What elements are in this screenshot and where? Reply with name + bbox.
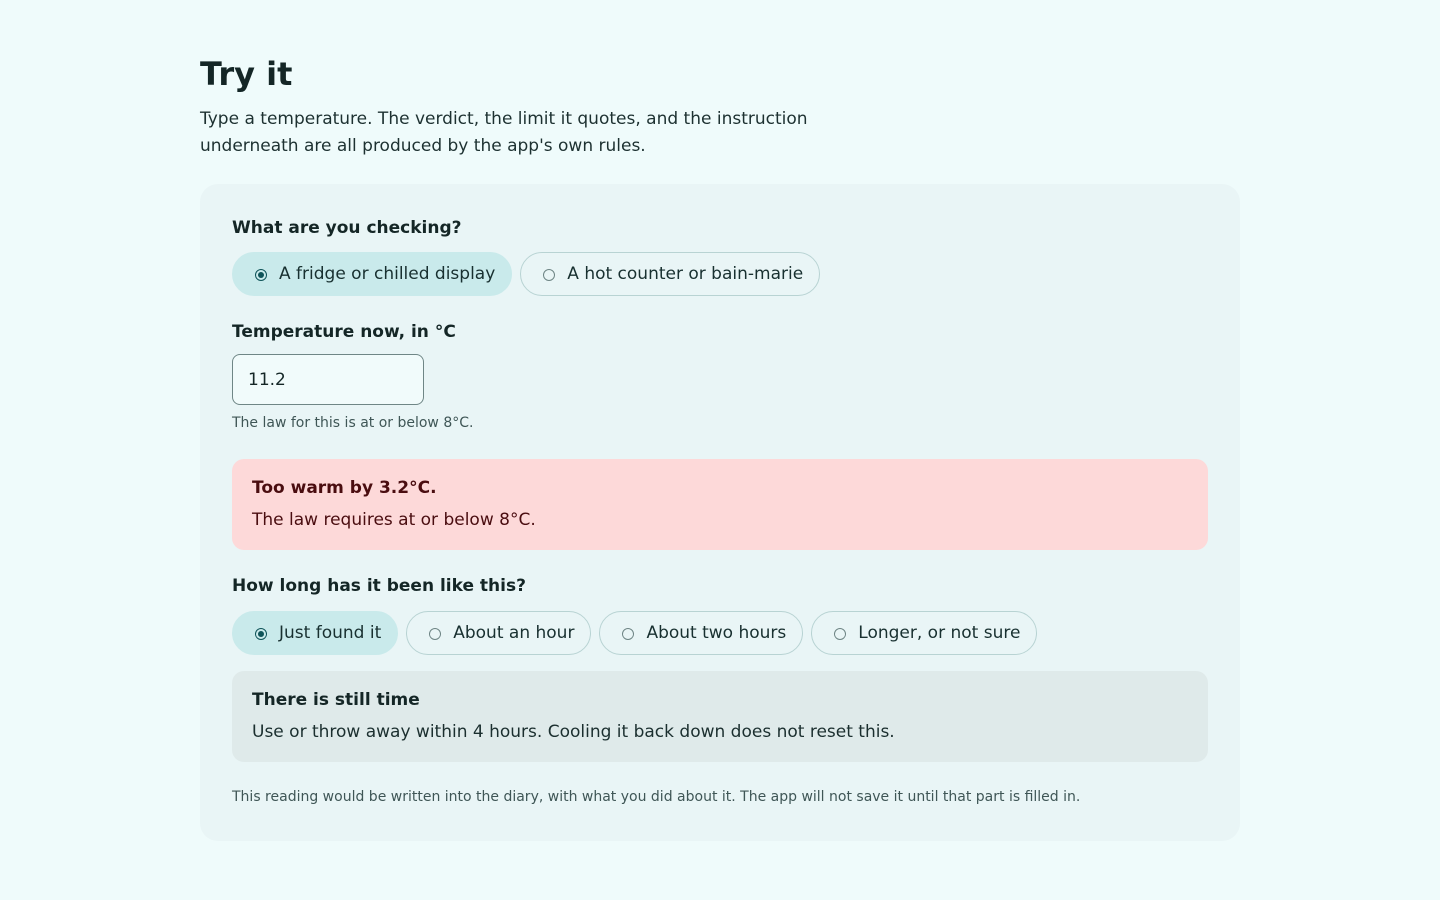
option-about-an-hour[interactable] — [406, 611, 591, 655]
radio-icon — [834, 628, 846, 640]
radio-icon — [429, 628, 441, 640]
duration-question-label: How long has it been like this? — [232, 576, 526, 596]
option-about-two-hours[interactable] — [599, 611, 803, 655]
verdict-detail: The law requires at or below 8°C. — [252, 510, 536, 530]
instruction-detail: Use or throw away within 4 hours. Cooling it back down does not reset this. — [252, 722, 895, 742]
radio-icon — [622, 628, 634, 640]
temperature-hint: The law for this is at or below 8°C. — [232, 415, 474, 431]
instruction-box — [232, 671, 1208, 762]
option-label: A fridge or chilled display — [279, 264, 496, 284]
verdict-headline: Too warm by 3.2°C. — [252, 478, 437, 498]
option-fridge[interactable] — [232, 252, 512, 296]
radio-selected-icon — [255, 269, 267, 281]
temperature-input[interactable] — [232, 354, 424, 405]
option-label: Just found it — [279, 623, 382, 643]
diary-footnote: This reading would be written into the diary, with what you did about it. The app will not save it until that part is filled in. — [232, 789, 1081, 805]
page-title: Try it — [200, 55, 293, 93]
checking-group — [232, 216, 1208, 296]
option-longer-not-sure[interactable] — [811, 611, 1037, 655]
checker-panel — [200, 184, 1240, 841]
try-it-section — [200, 54, 1240, 805]
temperature-group — [232, 320, 1208, 433]
option-label: Longer, or not sure — [858, 623, 1021, 643]
option-hot-counter[interactable] — [520, 252, 820, 296]
verdict-box — [232, 459, 1208, 550]
instruction-headline: There is still time — [252, 690, 420, 710]
option-label: A hot counter or bain-marie — [567, 264, 804, 284]
duration-options — [232, 611, 1208, 655]
radio-icon — [543, 269, 555, 281]
duration-group — [232, 574, 1208, 655]
option-label: About an hour — [453, 623, 575, 643]
temperature-label: Temperature now, in °C — [232, 322, 456, 342]
radio-selected-icon — [255, 628, 267, 640]
option-label: About two hours — [646, 623, 787, 643]
intro-text: Type a temperature. The verdict, the limit it quotes, and the instruction underneath are all produced by the app's own rules. — [200, 109, 808, 156]
checking-question-label: What are you checking? — [232, 218, 462, 238]
checking-options — [232, 252, 1208, 296]
option-just-found[interactable] — [232, 611, 398, 655]
